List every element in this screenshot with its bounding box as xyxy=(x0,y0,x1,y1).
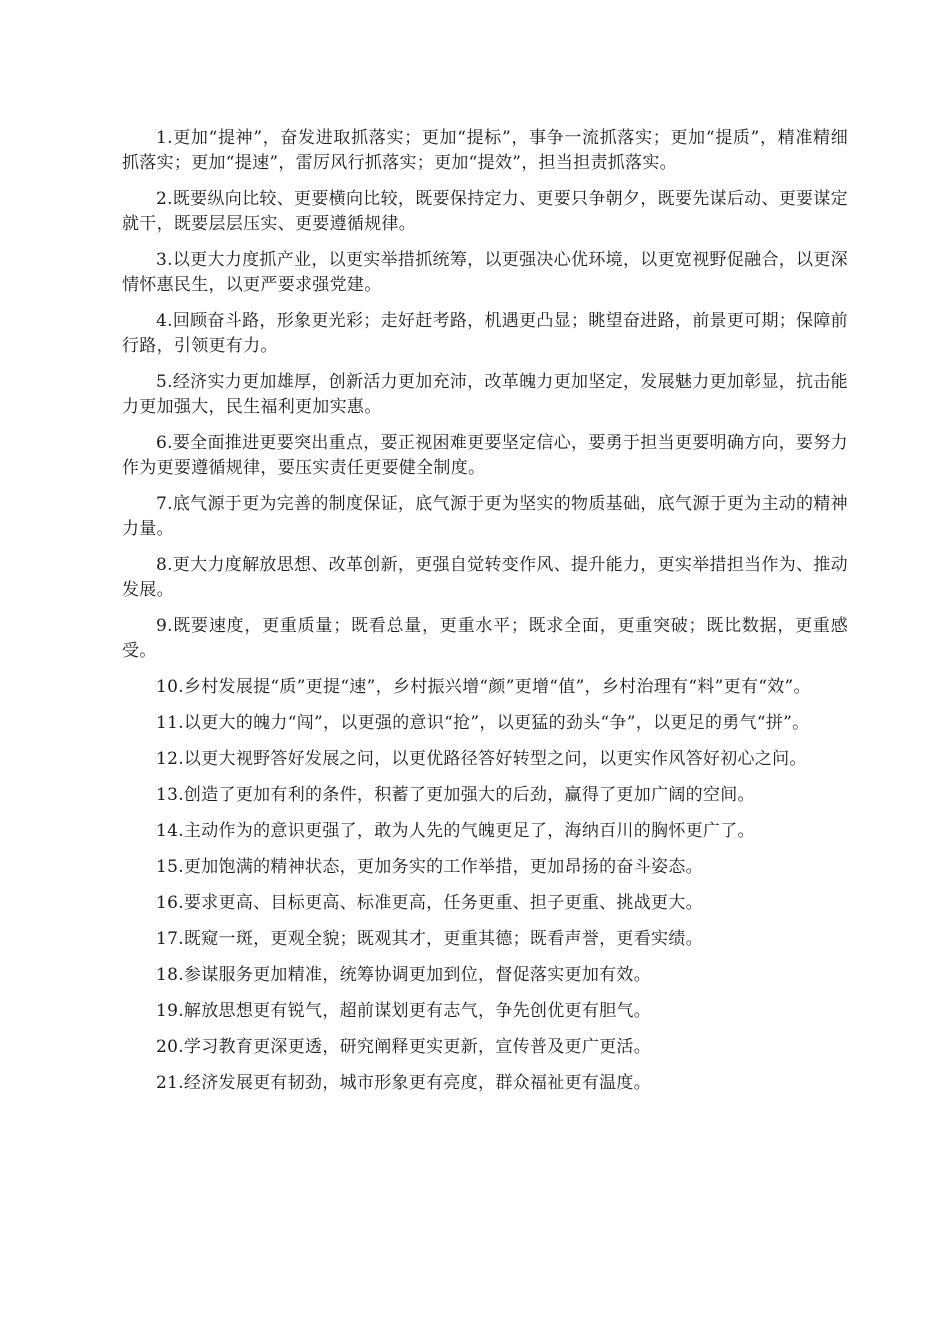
paragraph-9: 9.既要速度，更重质量；既看总量，更重水平；既求全面，更重突破；既比数据，更重感受。 xyxy=(122,616,848,661)
paragraph-18: 18.参谋服务更加精准，统筹协调更加到位，督促落实更加有效。 xyxy=(156,965,652,985)
paragraph-4: 4.回顾奋斗路，形象更光彩；走好赶考路，机遇更凸显；眺望奋进路，前景更可期；保障前行路，引领更有力。 xyxy=(122,311,848,356)
paragraph-17: 17.既窥一斑，更观全貌；既观其才，更重其德；既看声誉，更看实绩。 xyxy=(156,929,703,949)
paragraph-13: 13.创造了更加有利的条件，积蓄了更加强大的后劲，赢得了更加广阔的空间。 xyxy=(156,785,755,805)
paragraph-2: 2.既要纵向比较、更要横向比较，既要保持定力、更要只争朝夕，既要先谋后动、更要谋定就干，既要层层压实、更要遵循规律。 xyxy=(122,189,848,234)
paragraph-16: 16.要求更高、目标更高、标准更高，任务更重、担子更重、挑战更大。 xyxy=(156,893,703,913)
paragraph-6: 6.要全面推进更要突出重点，要正视困难更要坚定信心，要勇于担当更要明确方向，要努力作为更要遵循规律，要压实责任更要健全制度。 xyxy=(122,433,848,478)
document-body xyxy=(122,126,848,1107)
paragraph-19: 19.解放思想更有锐气，超前谋划更有志气，争先创优更有胆气。 xyxy=(156,1001,652,1021)
paragraph-12: 12.以更大视野答好发展之问，以更优路径答好转型之问，以更实作风答好初心之问。 xyxy=(156,749,807,769)
paragraph-10: 10.乡村发展提“质”更提“速”，乡村振兴增“颜”更增“值”，乡村治理有“料”更有“效”。 xyxy=(156,677,811,697)
paragraph-8: 8.更大力度解放思想、改革创新，更强自觉转变作风、提升能力，更实举措担当作为、推动发展。 xyxy=(122,555,848,600)
paragraph-20: 20.学习教育更深更透，研究阐释更实更新，宣传普及更广更活。 xyxy=(156,1037,652,1057)
paragraph-1: 1.更加“提神”，奋发进取抓落实；更加“提标”，事争一流抓落实；更加“提质”，精准精细抓落实；更加“提速”，雷厉风行抓落实；更加“提效”，担当担责抓落实。 xyxy=(122,128,848,173)
paragraph-15: 15.更加饱满的精神状态，更加务实的工作举措，更加昂扬的奋斗姿态。 xyxy=(156,857,703,877)
paragraph-21: 21.经济发展更有韧劲，城市形象更有亮度，群众福祉更有温度。 xyxy=(156,1073,652,1093)
paragraph-14: 14.主动作为的意识更强了，敢为人先的气魄更足了，海纳百川的胸怀更广了。 xyxy=(156,821,755,841)
paragraph-7: 7.底气源于更为完善的制度保证，底气源于更为坚实的物质基础，底气源于更为主动的精神力量。 xyxy=(122,494,848,539)
paragraph-3: 3.以更大力度抓产业，以更实举措抓统筹，以更强决心优环境，以更宽视野促融合，以更深情怀惠民生，以更严要求强党建。 xyxy=(122,250,848,295)
paragraph-11: 11.以更大的魄力“闯”，以更强的意识“抢”，以更猛的劲头“争”，以更足的勇气“拼”。 xyxy=(156,713,810,733)
paragraph-5: 5.经济实力更加雄厚，创新活力更加充沛，改革魄力更加坚定，发展魅力更加彰显，抗击能力更加强大，民生福利更加实惠。 xyxy=(122,372,848,417)
